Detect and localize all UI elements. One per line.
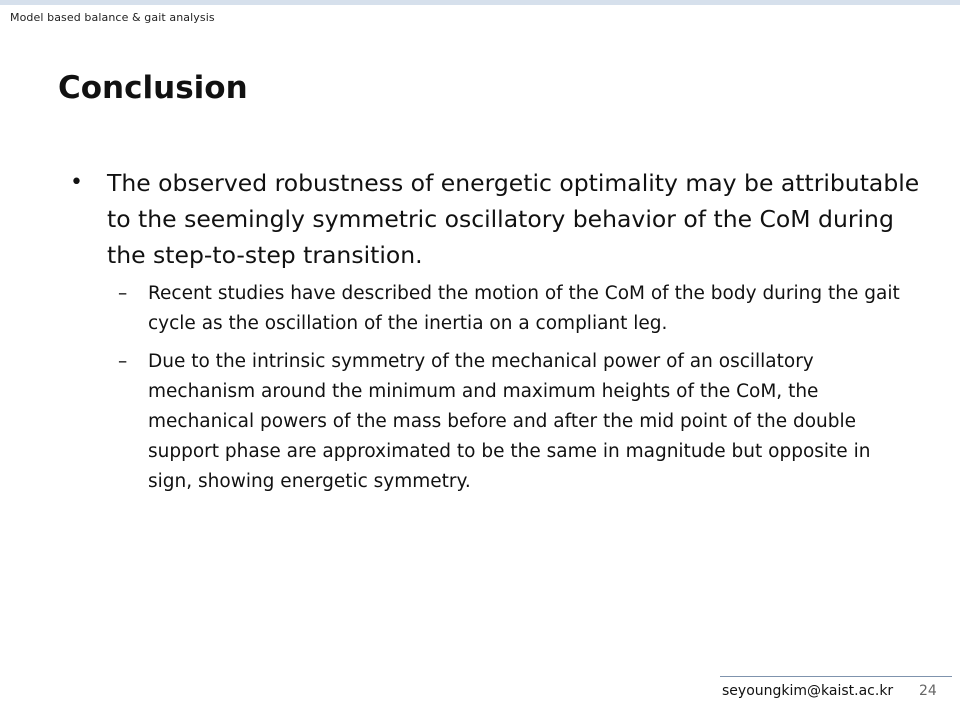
sub-bullet-1-text: Recent studies have described the motion of the CoM of the body during the gait cycle as the oscillation of the inertia on a compliant leg. (148, 283, 900, 334)
slide-content (70, 165, 920, 505)
slide-title: Conclusion (58, 70, 248, 106)
page-number: 24 (919, 683, 937, 699)
header-subtitle: Model based balance & gait analysis (10, 11, 215, 24)
dash-icon: – (118, 351, 128, 372)
sub-bullet-2-text: Due to the intrinsic symmetry of the mechanical power of an oscillatory mechanism around the minimum and maximum heights of the CoM, the mechanical powers of the mass before and after the mid point of the double support phase are approximated to be the same in magnitude but opposite in sign, showing energetic symmetry. (148, 351, 871, 492)
bullet-main-text: The observed robustness of energetic optimality may be attributable to the seemingly symmetric oscillatory behavior of the CoM during the step-to-step transition. (107, 169, 920, 269)
bullet-main (70, 165, 920, 273)
top-accent-bar (0, 0, 960, 5)
dash-icon: – (118, 283, 128, 304)
footer-email: seyoungkim@kaist.ac.kr (722, 683, 894, 699)
sub-bullet-2 (70, 347, 920, 497)
sub-bullet-list (70, 279, 920, 497)
sub-bullet-1 (70, 279, 920, 339)
bullet-dot-icon: • (70, 170, 83, 195)
footer-divider (720, 676, 952, 677)
